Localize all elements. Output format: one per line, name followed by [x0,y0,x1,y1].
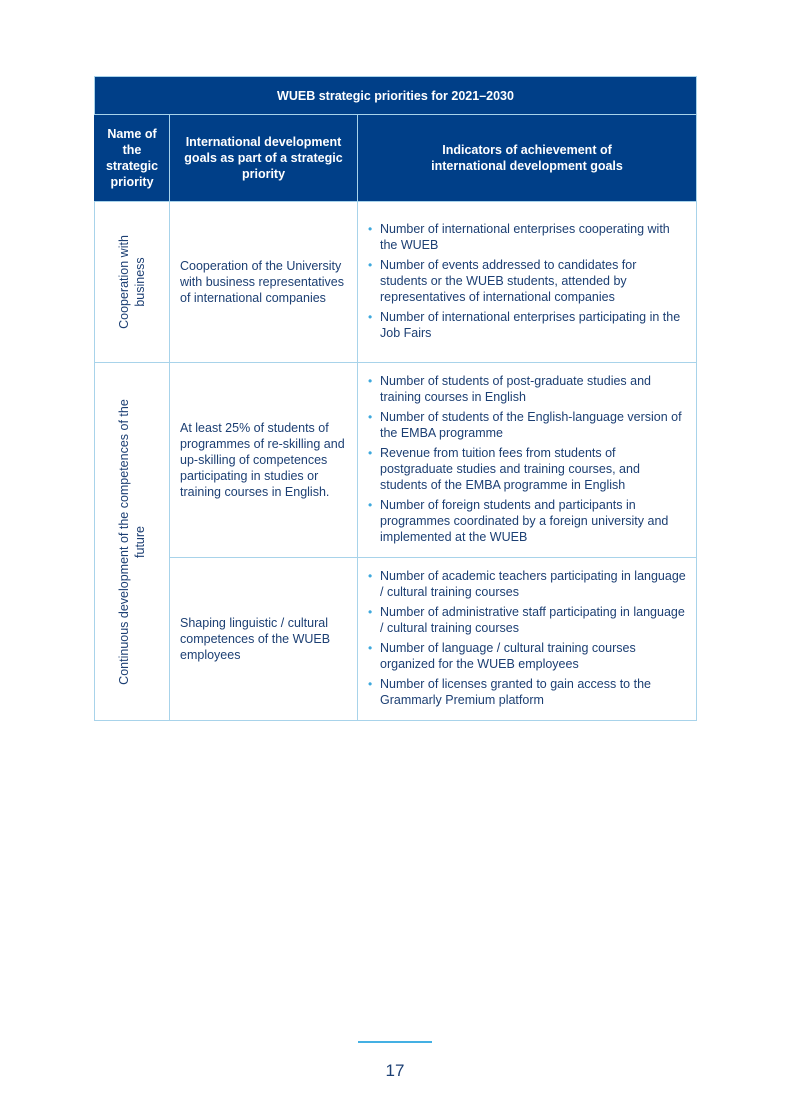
header-indicators: Indicators of achievement of international development goals [358,115,697,202]
table-header-row [95,115,697,202]
indicators-cell [358,558,697,721]
list-item: • Number of international enterprises participating in the Job Fairs [368,310,681,340]
table-row [95,363,697,558]
bullet-icon: • [368,605,373,619]
indicators-cell [358,363,697,558]
indicators-cell [358,202,697,363]
bullet-icon: • [368,222,373,236]
table-title: WUEB strategic priorities for 2021–2030 [95,77,697,115]
page-number: 17 [385,1061,405,1080]
bullet-icon: • [368,410,373,424]
table-row [95,558,697,721]
table-title-row [95,77,697,115]
footer-rule [358,1041,432,1043]
header-priority-name: Name of the strategic priority [95,115,170,202]
table-row [95,202,697,363]
bullet-icon: • [368,641,373,655]
bullet-icon: • [368,310,373,324]
list-item: • Number of administrative staff participating in language / cultural training courses [368,605,685,635]
indicator-list [366,221,686,341]
bullet-icon: • [368,677,373,691]
priority-name: Continuous development of the competences of the future [117,398,147,685]
bullet-icon: • [368,569,373,583]
list-item: • Number of language / cultural training courses organized for the WUEB employees [368,641,636,671]
list-item: • Number of licenses granted to gain access to the Grammarly Premium platform [368,677,651,707]
indicator-list [366,373,686,545]
list-item: • Number of academic teachers participating in language / cultural training courses [368,569,686,599]
goal-cell: At least 25% of students of programmes of re-skilling and up-skilling of competences participating in studies or training courses in English. [170,363,358,558]
list-item: • Number of events addressed to candidates for students or the WUEB students, attended by representatives of international companies [368,258,637,304]
bullet-icon: • [368,446,373,460]
priority-cell [95,363,170,721]
header-goals: International development goals as part of a strategic priority [170,115,358,202]
indicator-list [366,568,686,708]
bullet-icon: • [368,498,373,512]
list-item: • Number of students of post-graduate studies and training courses in English [368,374,651,404]
list-item: • Revenue from tuition fees from students of postgraduate studies and training courses, and students of the EMBA programme in English [368,446,640,492]
bullet-icon: • [368,374,373,388]
priority-name: Cooperation with business [117,235,147,329]
strategic-priorities-table [94,76,697,721]
goal-cell: Shaping linguistic / cultural competences of the WUEB employees [170,558,358,721]
priority-cell [95,202,170,363]
list-item: • Number of foreign students and participants in programmes coordinated by a foreign university and implemented at the WUEB [368,498,669,544]
list-item: • Number of international enterprises cooperating with the WUEB [368,222,670,252]
goal-cell: Cooperation of the University with business representatives of international companies [170,202,358,363]
list-item: • Number of students of the English-language version of the EMBA programme [368,410,682,440]
bullet-icon: • [368,258,373,272]
